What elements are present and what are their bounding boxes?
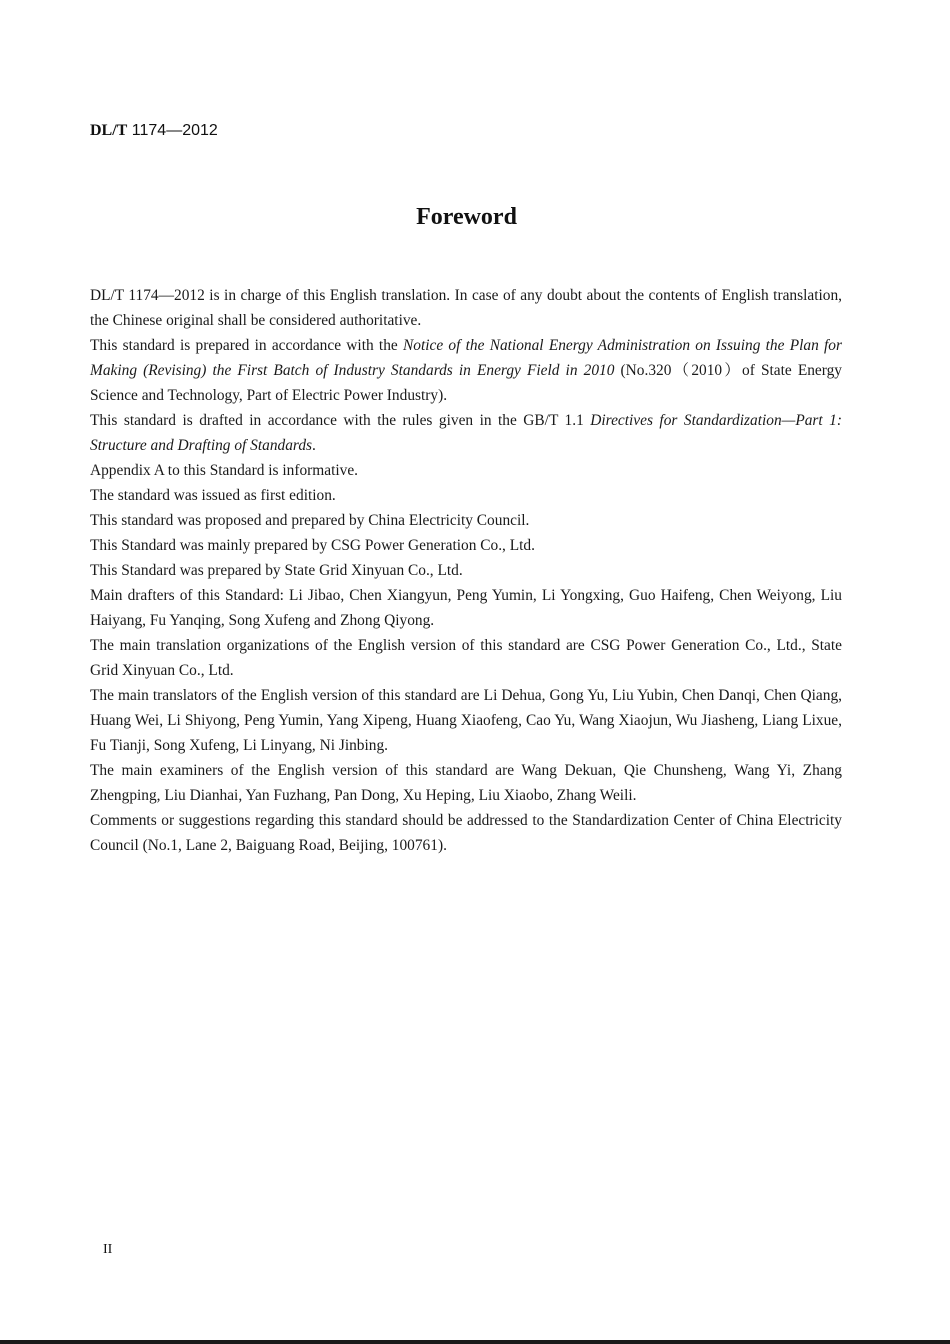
paragraph-examiners: The main examiners of the English version of this standard are Wang Dekuan, Qie Chunsheng, Wang Yi, Zhang Zhengping, Liu Dianhai, Yan Fuzhang, Pan Dong, Xu Heping, Liu Xiaobo, Zhang Weili. (90, 762, 842, 804)
paragraph-text: (No.320（2010）of State Energy Science and Technology, Part of Electric Power Industry). (90, 362, 842, 404)
paragraph-drafting-rules (90, 408, 842, 458)
paragraph-appendix: Appendix A to this Standard is informative. (90, 462, 359, 479)
paragraph-text: This standard is drafted in accordance with the rules given in the GB/T 1.1 (90, 412, 591, 429)
paragraph-translation-organizations: The main translation organizations of the English version of this standard are CSG Power Generation Co., Ltd., State Grid Xinyuan Co., Ltd. (90, 637, 842, 679)
standard-code: DL/T (90, 122, 128, 139)
paragraph-comments: Comments or suggestions regarding this standard should be addressed to the Standardization Center of China Electricity Council (No.1, Lane 2, Baiguang Road, Beijing, 100761). (90, 812, 842, 854)
paragraph-translation-note: DL/T 1174—2012 is in charge of this English translation. In case of any doubt about the contents of English translation, the Chinese original shall be considered authoritative. (90, 287, 842, 329)
page-title: Foreword (416, 204, 517, 230)
paragraph-prepared-accordance (90, 333, 842, 408)
paragraph-translators: The main translators of the English version of this standard are Li Dehua, Gong Yu, Liu Yubin, Chen Danqi, Chen Qiang, Huang Wei, Li Shiyong, Peng Yumin, Yang Xipeng, Huang Xiaofeng, Cao Yu, Wang Xiaojun, Wu Jiasheng, Liang Lixue, Fu Tianji, Song Xufeng, Li Linyang, Ni Jinbing. (90, 687, 842, 754)
document-header (90, 122, 218, 140)
paragraph-mainly-prepared-by: This Standard was mainly prepared by CSG Power Generation Co., Ltd. (90, 537, 535, 554)
paragraph-proposed-by: This standard was proposed and prepared by China Electricity Council. (90, 512, 530, 529)
notice-title: Notice of the National Energy Administration on Issuing the Plan for Making (Revising) the First Batch of Industry Standards in Energy Field in 2010 (90, 337, 842, 379)
paragraph-edition: The standard was issued as first edition. (90, 487, 336, 504)
paragraph-text: . (312, 437, 316, 454)
standard-number: 1174—2012 (131, 122, 218, 139)
foreword-body (90, 283, 842, 858)
page-number: II (103, 1242, 113, 1257)
bottom-border (0, 1340, 950, 1344)
directive-title: Directives for Standardization—Part 1: Structure and Drafting of Standards (90, 412, 842, 454)
paragraph-drafters: Main drafters of this Standard: Li Jibao, Chen Xiangyun, Peng Yumin, Li Yongxing, Guo Haifeng, Chen Weiyong, Liu Haiyang, Fu Yanqing, Song Xufeng and Zhong Qiyong. (90, 587, 842, 629)
paragraph-text: This standard is prepared in accordance with the (90, 337, 403, 354)
paragraph-prepared-by: This Standard was prepared by State Grid Xinyuan Co., Ltd. (90, 562, 463, 579)
